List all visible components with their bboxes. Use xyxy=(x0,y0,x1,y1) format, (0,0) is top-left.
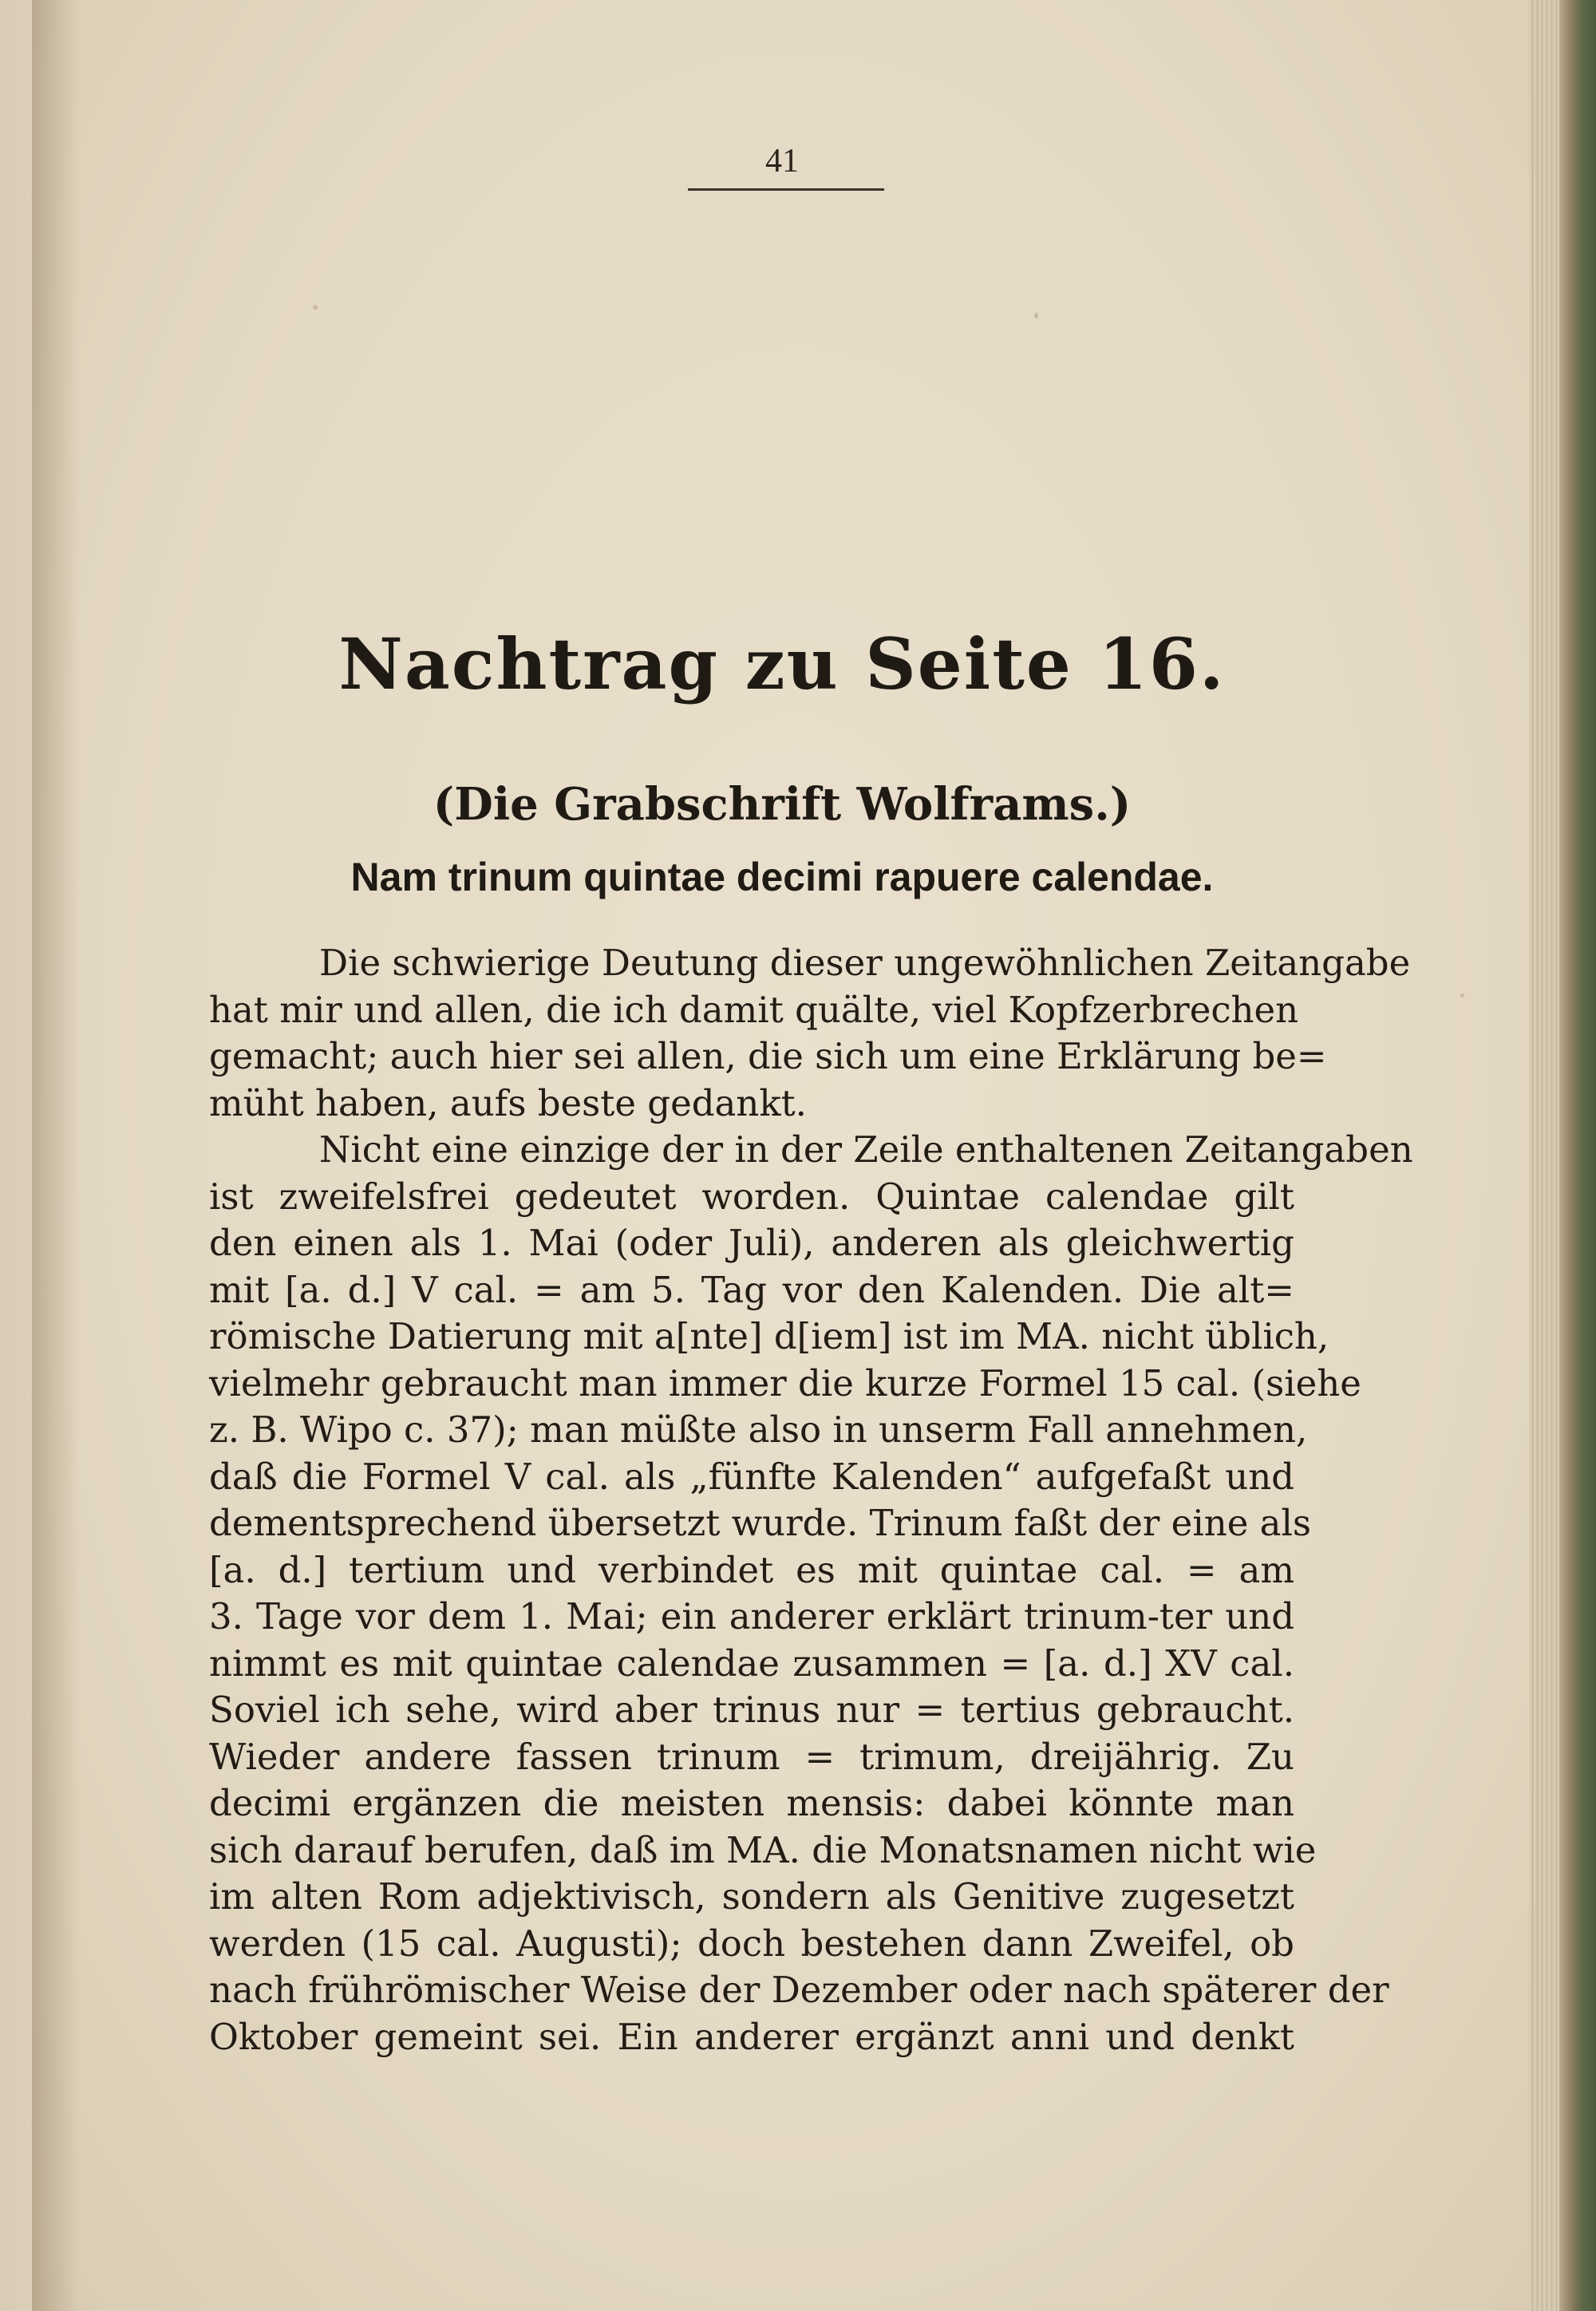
text-line: den einen als 1. Mai (oder Juli), anderen als gleichwertig xyxy=(209,1222,1294,1264)
paper-spot xyxy=(1460,994,1464,997)
section-subtitle: (Die Grabschrift Wolframs.) xyxy=(433,778,1132,831)
page-number: 41 xyxy=(765,143,799,180)
text-line: ist zweifelsfrei gedeutet worden. Quintae calendae gilt xyxy=(209,1175,1294,1218)
text-line: mit [a. d.] V cal. = am 5. Tag vor den Kalenden. Die alt= xyxy=(209,1268,1294,1311)
text-line: 3. Tage vor dem 1. Mai; ein anderer erklärt trinum-ter und xyxy=(209,1595,1294,1637)
text-line: daß die Formel V cal. als „fünfte Kalenden“ aufgefaßt und xyxy=(209,1455,1294,1498)
text-line: nimmt es mit quintae calendae zusammen = [a. d.] XV cal. xyxy=(209,1641,1294,1685)
text-line: römische Datierung mit a[nte] d[iem] ist im MA. nicht üblich, xyxy=(209,1315,1329,1357)
section-title: Nachtrag zu Seite 16. xyxy=(338,622,1226,705)
text-line: gemacht; auch hier sei allen, die sich um eine Erklärung be= xyxy=(209,1035,1327,1077)
text-line: dementsprechend übersetzt wurde. Trinum faßt der eine als xyxy=(209,1502,1311,1544)
paper-spot xyxy=(313,305,318,310)
paragraph-2 xyxy=(209,1127,1413,2060)
text-line: müht haben, aufs beste gedankt. xyxy=(209,1081,807,1124)
text-line: [a. d.] tertium und verbindet es mit quintae cal. = am xyxy=(209,1548,1294,1591)
text-line: decimi ergänzen die meisten mensis: dabei könnte man xyxy=(209,1782,1294,1824)
text-line: Nicht eine einzige der in der Zeile enthaltenen Zeitangaben xyxy=(319,1128,1413,1171)
text-line: Die schwierige Deutung dieser ungewöhnlichen Zeitangabe xyxy=(319,942,1411,984)
text-line: im alten Rom adjektivisch, sondern als Genitive zugesetzt xyxy=(209,1875,1294,1918)
text-line: hat mir und allen, die ich damit quälte, viel Kopfzerbrechen xyxy=(209,988,1299,1031)
text-line: Oktober gemeint sei. Ein anderer ergänzt anni und denkt xyxy=(209,2015,1294,2058)
text-line: Soviel ich sehe, wird aber trinus nur = tertius gebraucht. xyxy=(209,1689,1294,1731)
text-line: z. B. Wipo c. 37); man müßte also in unserm Fall annehmen, xyxy=(209,1408,1308,1451)
paper-spot xyxy=(1034,313,1038,318)
header-rule xyxy=(688,188,884,191)
latin-quotation: Nam trinum quintae decimi rapuere calendae. xyxy=(350,855,1214,899)
text-line: nach frührömischer Weise der Dezember oder nach späterer der xyxy=(209,1969,1389,2011)
text-line: vielmehr gebraucht man immer die kurze Formel 15 cal. (siehe xyxy=(209,1361,1361,1404)
text-line: sich darauf berufen, daß im MA. die Monatsnamen nicht wie xyxy=(209,1828,1317,1871)
paragraph-1 xyxy=(209,940,1411,1127)
book-cover-edge xyxy=(1559,0,1596,2311)
text-line: Wieder andere fassen trinum = trimum, dreijährig. Zu xyxy=(209,1735,1294,1778)
gutter-shadow xyxy=(32,0,80,2311)
text-line: werden (15 cal. Augusti); doch bestehen dann Zweifel, ob xyxy=(209,1922,1294,1965)
page-edges xyxy=(1529,0,1559,2311)
body-text xyxy=(209,940,1413,2060)
